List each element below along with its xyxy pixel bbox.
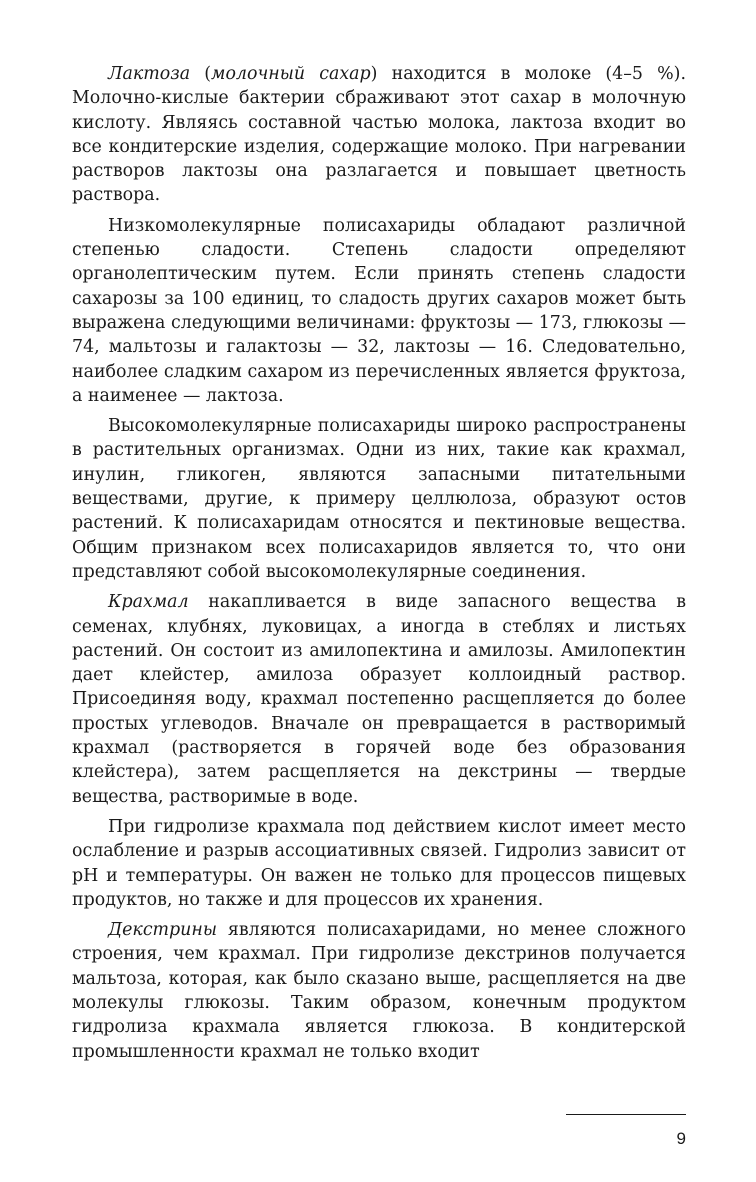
term-starch: Крахмал — [108, 592, 189, 613]
paragraph-dextrins — [72, 918, 686, 1064]
page-number: 9 — [676, 1129, 686, 1148]
page-body — [72, 62, 686, 1064]
paragraph-text: накапливается в виде запасного вещества в семенах, клубнях, луковицах, а иногда в стеблях и листьях растений. Он состоит из амилопектина и амилозы. Амилопектин дает клейстер, амилоза образует коллоидный раствор. Присоединяя воду, крахмал постепенно расщепляется до более простых углеводов. Вначале он превращается в растворимый крахмал (растворяется в горячей воде без образования клейстера), затем расщепляется на декстрины — твердые вещества, растворимые в воде. — [72, 592, 686, 807]
footer-rule — [566, 1114, 686, 1115]
paragraph-text: При гидролизе крахмала под действием кислот имеет место ослабление и разрыв ассоциативных связей. Гидролиз зависит от рН и температуры. Он важен не только для процессов пищевых продуктов, но также и для процессов их хранения. — [72, 816, 686, 910]
term-lactose: Лактоза — [108, 64, 191, 84]
paren-open: ( — [190, 64, 212, 84]
paragraph-text: ) находится в молоке (4–5 %). Молочно-кислые бактерии сбраживают этот сахар в молочную кислоту. Являясь составной частью молока, лактоза входит во все кондитерские изделия, содержащие молоко. При нагревании растворов лактозы она разлагается и повышает цветность раствора. — [72, 64, 686, 206]
paragraph-text: Низкомолекулярные полисахариды обладают различной степенью сладости. Степень сладости определяют органолептическим путем. Если принять степень сладости сахарозы за 100 единиц, то сладость других сахаров может быть выражена следующими величинами: фруктозы — 173, глюкозы — 74, мальтозы и галактозы — 32, лактозы — 16. Следовательно, наиболее сладким сахаром из перечисленных является фруктоза, а наименее — лактоза. — [72, 215, 686, 406]
paragraph-text: Высокомолекулярные полисахариды широко распространены в растительных организмах. Одни из них, такие как крахмал, инулин, гликоген, являются запасными питательными веществами, другие, к примеру целлюлоза, образуют остов растений. К полисахаридам относятся и пектиновые вещества. Общим признаком всех полисахаридов является то, что они представляют собой высокомолекулярные соединения. — [72, 416, 686, 582]
paragraph-high-molecular — [72, 414, 686, 584]
paragraph-sweetness — [72, 214, 686, 408]
paragraph-text: являются полисахаридами, но менее сложного строения, чем крахмал. При гидролизе декстринов получается мальтоза, которая, как было сказано выше, расщепляется на две молекулы глюкозы. Таким образом, конечным продуктом гидролиза крахмала является глюкоза. В кондитерской промышленности крахмал не только входит — [72, 920, 686, 1062]
paragraph-hydrolysis — [72, 815, 686, 912]
term-dextrins: Декстрины — [108, 920, 217, 941]
paragraph-lactose — [72, 62, 686, 208]
paragraph-starch — [72, 590, 686, 809]
term-milk-sugar: молочный сахар — [211, 64, 371, 84]
